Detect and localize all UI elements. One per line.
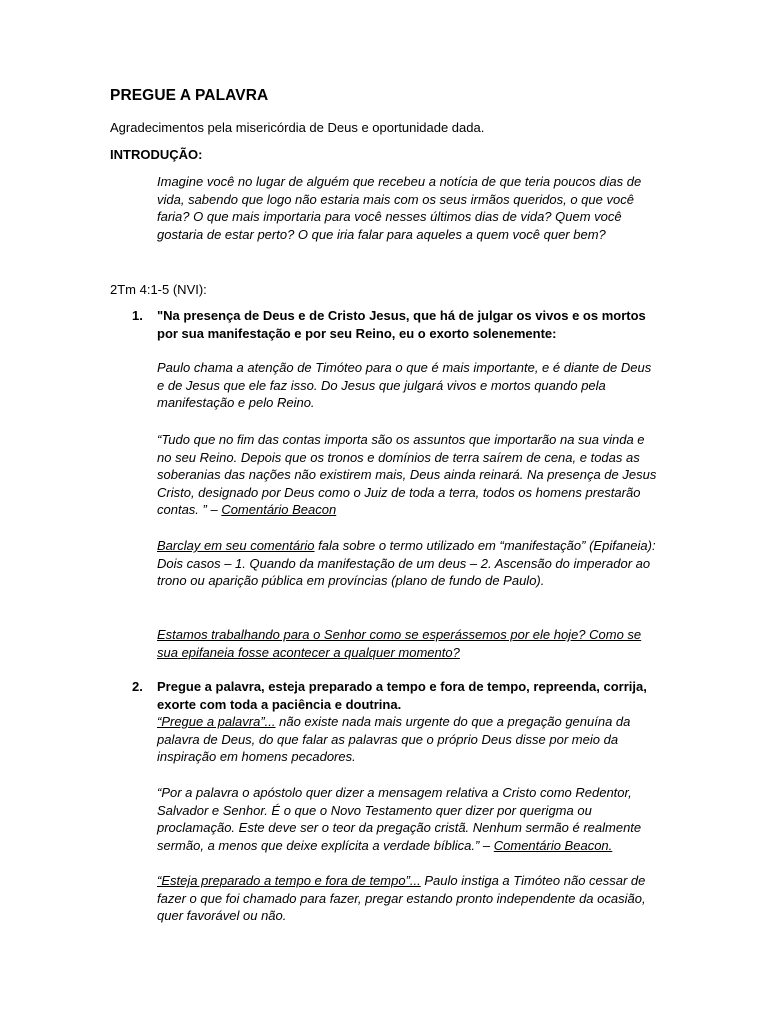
- point-2-quote: [157, 784, 662, 854]
- point-2-paragraph-3: [157, 872, 662, 925]
- point-2-title: Pregue a palavra, esteja preparado a tempo e fora de tempo, repreenda, corrija, exorte com toda a paciência e doutrina.: [157, 679, 647, 712]
- intro-paragraph: Imagine você no lugar de alguém que recebeu a notícia de que teria poucos dias de vida, sabendo que logo não estaria mais com os seus irmãos queridos, o que você faria? O que mais importaria para você nesses últimos dias de vida? Quem você gostaria de estar perto? O que iria falar para aqueles a quem você quer bem?: [157, 174, 642, 242]
- scripture-reference: 2Tm 4:1-5 (NVI):: [110, 282, 207, 297]
- point-1-quote-source: Comentário Beacon: [221, 502, 337, 518]
- point-2: [132, 678, 662, 766]
- point-1-quote-text: “Tudo que no fim das contas importa são os assuntos que importarão na sua vinda e no seu Reino. Depois que os tronos e domínios de terra saírem de cena, e todas as soberanias das nações não existirem mais, Deus ainda reinará. Na presença de Jesus Cristo, designado por Deus como o Juiz de toda a terra, todos os homens prestarão contas. ” –: [157, 432, 657, 518]
- point-2-paragraph: [157, 713, 662, 766]
- point-2-phrase-1: “Pregue a palavra”...: [157, 714, 276, 730]
- point-2-quote-text: “Por a palavra o apóstolo quer dizer a mensagem relativa a Cristo como Redentor, Salvador e Senhor. É o que o Novo Testamento quer dizer por querigma ou proclamação. Este deve ser o teor da pregação cristã. Nenhum sermão é realmente sermão, a menos que deixe explícita a verdade bíblica.” –: [157, 785, 642, 853]
- point-1-paragraph: Paulo chama a atenção de Timóteo para o que é mais importante, e é diante de Deus e de Jesus que ele faz isso. Do Jesus que julgará vivos e mortos quando pela manifestação e pelo Reino.: [157, 360, 652, 411]
- point-1-barclay: [157, 537, 662, 590]
- acknowledgement-text: Agradecimentos pela misericórdia de Deus e oportunidade dada.: [110, 120, 485, 135]
- point-2-quote-source: Comentário Beacon.: [493, 837, 613, 853]
- point-1: [132, 307, 662, 342]
- intro-heading: INTRODUÇÃO:: [110, 147, 203, 162]
- barclay-link: Barclay em seu comentário: [157, 538, 315, 553]
- point-1-title: "Na presença de Deus e de Cristo Jesus, que há de julgar os vivos e os mortos por sua manifestação e por seu Reino, eu o exorto solenemente:: [157, 308, 646, 341]
- point-2-phrase-2: “Esteja preparado a tempo e fora de tempo”...: [157, 873, 421, 888]
- point-2-number: 2.: [132, 679, 143, 694]
- point-2-paragraph-3-text: Paulo instiga a Timóteo não cessar de fazer o que foi chamado para fazer, pregar estando pronto independente da ocasião, quer favorável ou não.: [157, 873, 646, 924]
- point-2-paragraph-text: não existe nada mais urgente do que a pregação genuína da palavra de Deus, do que falar as palavras que o próprio Deus disse por meio da inspiração em homens pecadores.: [157, 714, 631, 765]
- point-1-question: Estamos trabalhando para o Senhor como se esperássemos por ele hoje? Como se sua epifaneia fosse acontecer a qualquer momento?: [157, 627, 642, 660]
- page-title: PREGUE A PALAVRA: [110, 87, 269, 104]
- point-1-quote: [157, 431, 662, 519]
- barclay-text: fala sobre o termo utilizado em “manifestação” (Epifaneia):: [314, 538, 656, 553]
- point-1-number: 1.: [132, 308, 143, 323]
- point-1-cases: Dois casos – 1. Quando da manifestação de um deus – 2. Ascensão do imperador ao trono ou aparição pública em províncias (plano de fundo de Paulo).: [157, 555, 651, 589]
